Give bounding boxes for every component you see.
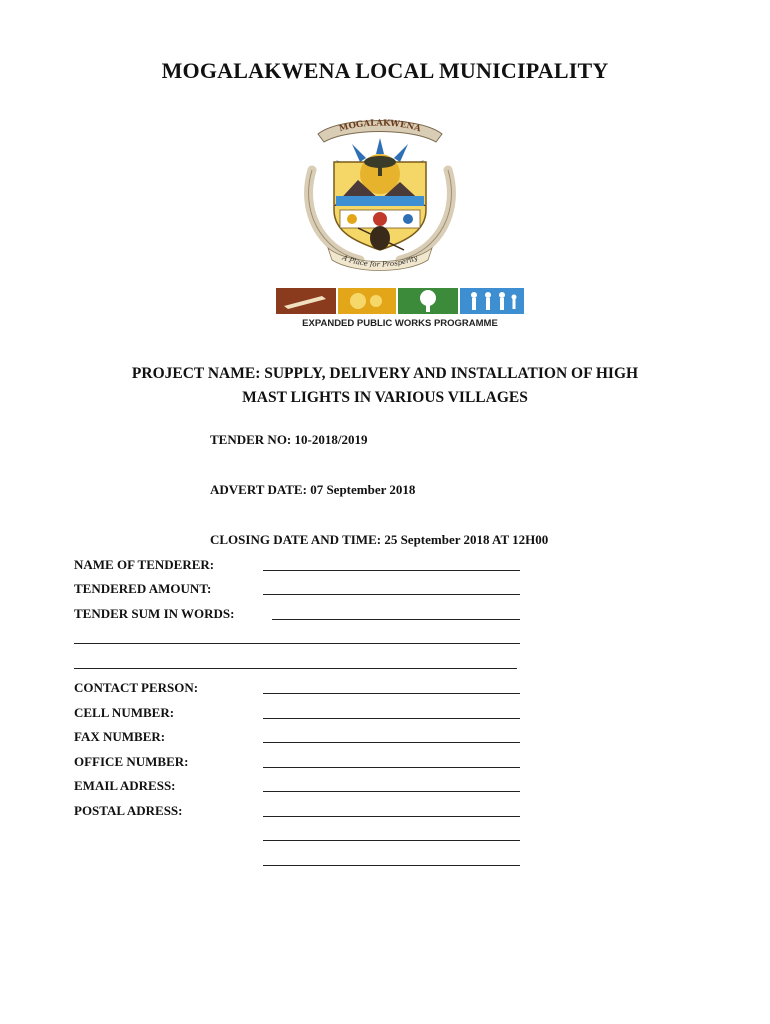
- closing-date-value: 25 September 2018 AT 12H00: [384, 532, 549, 547]
- advert-date-value: 07 September 2018: [310, 482, 416, 497]
- municipal-crest-logo: [300, 110, 460, 272]
- epwp-caption: EXPANDED PUBLIC WORKS PROGRAMME: [302, 318, 498, 329]
- page-title: MOGALAKWENA LOCAL MUNICIPALITY: [161, 58, 609, 83]
- contact-person-label: CONTACT PERSON:: [74, 680, 199, 695]
- name-of-tenderer-line[interactable]: [263, 570, 520, 571]
- closing-date-label: CLOSING DATE AND TIME:: [210, 532, 382, 547]
- project-name: [60, 362, 710, 410]
- tender-sum-words-line[interactable]: [272, 619, 520, 620]
- crest-banner-text: MOGALAKWENA: [338, 118, 422, 135]
- advert-date-label: ADVERT DATE:: [210, 482, 307, 497]
- postal-address-label: POSTAL ADRESS:: [74, 803, 183, 818]
- tender-number: [210, 432, 367, 448]
- tendered-amount-line[interactable]: [263, 594, 520, 595]
- epwp-logo: [276, 288, 524, 330]
- email-address-line[interactable]: [263, 791, 520, 792]
- tender-sum-words-line-3[interactable]: [74, 668, 517, 669]
- tender-sum-words-label: TENDER SUM IN WORDS:: [74, 606, 235, 621]
- email-address-label: EMAIL ADRESS:: [74, 778, 176, 793]
- tender-number-label: TENDER NO:: [210, 432, 292, 447]
- project-name-line-2: MAST LIGHTS IN VARIOUS VILLAGES: [242, 389, 528, 406]
- office-number-line[interactable]: [263, 767, 520, 768]
- tender-number-value: 10-2018/2019: [294, 432, 368, 447]
- name-of-tenderer-label: NAME OF TENDERER:: [74, 557, 215, 572]
- contact-person-line[interactable]: [263, 693, 520, 694]
- closing-date: [210, 532, 548, 548]
- fax-number-line[interactable]: [263, 742, 520, 743]
- tender-sum-words-line-2[interactable]: [74, 643, 520, 644]
- advert-date: [210, 482, 415, 498]
- crest-motto-text: A Place for Prosperity: [341, 253, 419, 269]
- cell-number-label: CELL NUMBER:: [74, 705, 175, 720]
- postal-address-line-3[interactable]: [263, 865, 520, 866]
- fax-number-label: FAX NUMBER:: [74, 729, 166, 744]
- postal-address-line[interactable]: [263, 816, 520, 817]
- office-number-label: OFFICE NUMBER:: [74, 754, 189, 769]
- tendered-amount-label: TENDERED AMOUNT:: [74, 581, 212, 596]
- project-name-line-1: PROJECT NAME: SUPPLY, DELIVERY AND INSTALLATION OF HIGH: [131, 365, 639, 382]
- cell-number-line[interactable]: [263, 718, 520, 719]
- postal-address-line-2[interactable]: [263, 840, 520, 841]
